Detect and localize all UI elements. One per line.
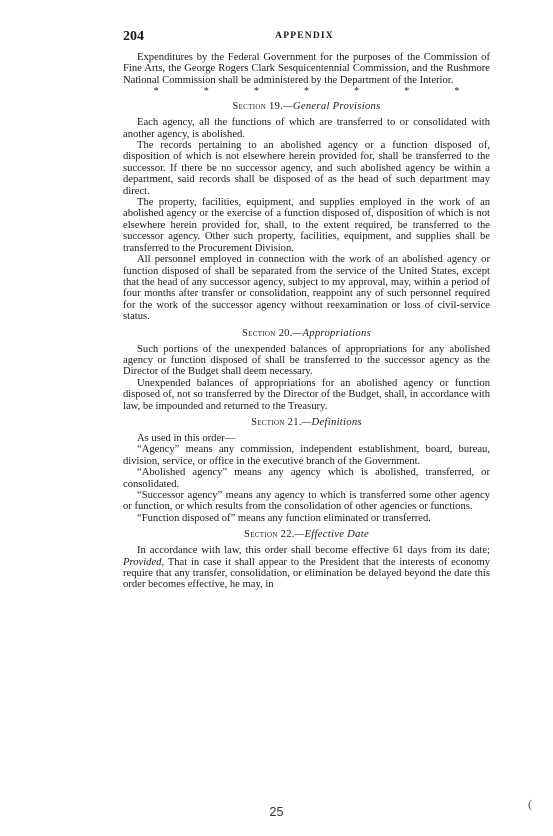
separator-star: *	[354, 86, 360, 98]
margin-mark: (	[528, 797, 532, 811]
section-heading	[123, 417, 490, 429]
section-paragraph: The records pertaining to an abolished agency or a function disposed of, disposition of which is not elsewhere herein provided for, shall be transferred to the successor. If there be no successor agency, and such abolished agency be within a department, said records shall be disposed of as the head of such department may direct.	[123, 140, 490, 197]
page-header	[123, 29, 486, 45]
section-heading	[123, 101, 490, 113]
section-title: —Appropriations	[292, 327, 372, 339]
section-label: Section 22.	[244, 529, 295, 541]
final-text-italic: Provided	[123, 556, 162, 568]
section-title: —General Provisions	[283, 101, 381, 113]
section-heading	[123, 328, 490, 340]
body-text	[123, 52, 490, 591]
section-paragraph: All personnel employed in connection with the work of an abolished agency or function disposed of shall be separated from the service of the United States, except that the head of any successor agency, subject to my approval, may, within a period of four months after transfer or consolidation, reappoint any of such personnel required for the work of the successor agency without reexamination or loss of civil-service status.	[123, 254, 490, 323]
section-paragraph: Such portions of the unexpended balances of appropriations for any abolished agency or function disposed of shall be transferred to the successor agency as the Director of the Budget shall deem necessary.	[123, 343, 490, 378]
ellipsis-separator	[123, 87, 490, 96]
section-title: —Effective Date	[294, 529, 369, 541]
intro-paragraph: Expenditures by the Federal Government for the purposes of the Commission of Fine Arts, the George Rogers Clark Sesquicentennial Commission, and the Rushmore National Commission shall be administered by the Department of the Interior.	[123, 52, 490, 86]
definition-paragraph: “Successor agency” means any agency to which is transferred some other agency or function, or which results from the consolidation of other agencies or functions.	[123, 490, 490, 513]
section-paragraph: The property, facilities, equipment, and supplies employed in the work of an abolished agency or the exercise of a function disposed of, disposition of which is not elsewhere herein provided for, shall, to the extent required, be transferred to the successor agency. Other such property, facilities, equipment, and supplies shall be transferred to the Procurement Division.	[123, 197, 490, 254]
definition-paragraph: “Agency” means any commission, independent establishment, board, bureau, division, service, or office in the executive branch of the Government.	[123, 444, 490, 467]
section-paragraph: Each agency, all the functions of which are transferred to or consolidated with another agency, is abolished.	[123, 117, 490, 140]
separator-star: *	[404, 86, 410, 98]
section-label: Section 21.	[251, 416, 302, 428]
separator-star: *	[454, 86, 460, 98]
section-title: —Definitions	[301, 416, 362, 428]
separator-star: *	[153, 86, 159, 98]
final-text-start: In accordance with law, this order shall become effective 61 days from its date;	[137, 545, 490, 557]
section-heading	[123, 529, 490, 541]
definition-paragraph: “Abolished agency” means any agency which is abolished, transferred, or consolidated.	[123, 467, 490, 490]
final-text-end: , That in case it shall appear to the President that the interests of economy require that any transfer, consolidation, or elimination be delayed beyond the date this order becomes effective, he may, in	[123, 556, 490, 591]
final-paragraph	[123, 545, 490, 591]
section-paragraph: Unexpended balances of appropriations for an abolished agency or function disposed of, not so transferred by the Director of the Budget, shall, in accordance with law, be impounded and returned to the Treasury.	[123, 377, 490, 412]
definition-paragraph: “Function disposed of” means any function eliminated or transferred.	[137, 512, 431, 524]
page-number: 204	[123, 29, 144, 44]
section-label: Section 19.	[232, 101, 284, 113]
running-head: APPENDIX	[275, 31, 334, 41]
separator-star: *	[303, 86, 309, 98]
footer-page-number: 25	[269, 805, 284, 819]
section-paragraph: As used in this order—	[137, 432, 236, 444]
separator-star: *	[203, 86, 209, 98]
separator-star: *	[253, 86, 259, 98]
section-label: Section 20.	[241, 327, 293, 339]
